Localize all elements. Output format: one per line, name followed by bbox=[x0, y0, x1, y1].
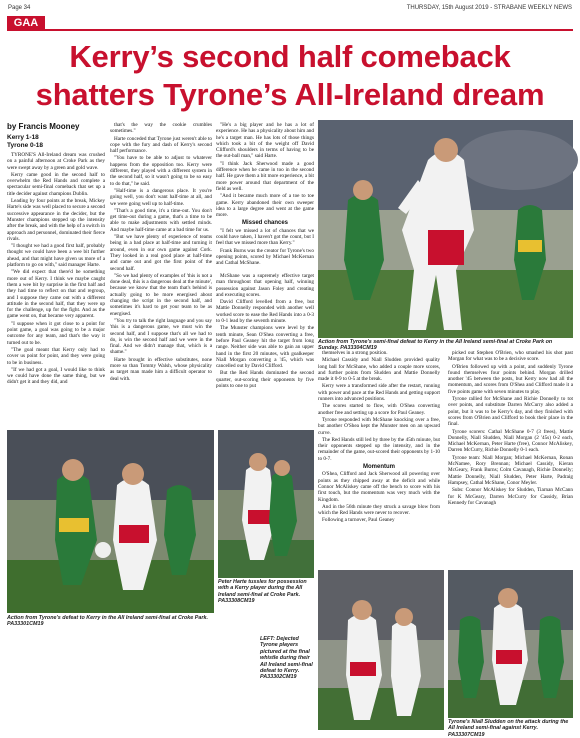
article-paragraph: "Half-time is a dangerous place. It you're going well, you don't want half-time at all, and we were going well up to half-time. bbox=[110, 187, 212, 207]
article-paragraph: "I suppose when it got close to a point for point game, a goal was going to be a major outcome for any team, and that's the way it turned out to be. bbox=[7, 320, 105, 346]
article-paragraph: TYRONE'S All-Ireland dream was crushed on a painful afternoon at Croke Park as they were swept away by a green and gold wave. bbox=[7, 152, 105, 171]
article-paragraph: And in the 56th minute they struck a savage blow from which the Red Hands were never to recover. bbox=[318, 503, 440, 517]
article-paragraph: "He's a big player and he has a lot of experience. He has a physicality about him and he's a target man. He has lots of those things which took a bit of the weight off David Clifford's shoulders in terms of having to be the out-ball man," said Harte. bbox=[216, 122, 314, 160]
article-column-2 bbox=[110, 122, 212, 422]
article-paragraph: "You try to talk the right language and you say 'this is a dangerous game, we must win the second half, and I suppose that's all we had to do, is win the second half and we were in the final. And we didn't manage that, which is a shame." bbox=[110, 317, 212, 356]
article-paragraph: "I thought we had a good first half, probably thought we could have been a wee bit further ahead, and that might have given us more of a platform to go on with," said manager Harte. bbox=[7, 243, 105, 269]
photo-bottom-left bbox=[7, 430, 214, 613]
column-body bbox=[318, 350, 440, 462]
article-paragraph: picked out Stephen O'Brien, who smashed his shot past Morgan for what was to be a decisive score. bbox=[448, 350, 573, 363]
article-paragraph: Frank Burns was the creator for Tyrone's two opening points, scored by Michael McKernan and Cathal McShane. bbox=[216, 247, 314, 267]
article-paragraph: The scores started to flow, with O'Shea converting another free and setting up a score for Paul Geaney. bbox=[318, 403, 440, 416]
article-paragraph: "We did expect that there'd be something more out of Kerry. I think we maybe caught them a wee bit by surprise in the first half and they had time to reflect on that and regroup, and I suppose they came out with a different attitude in the second half, that they were up for the challenge, up for the fight. And as the game went on, that became very apparent. bbox=[7, 269, 105, 320]
article-paragraph: "So we had plenty of examples of 'this is not a done deal, this is a dangerous deal at the minute', because we know that the team that's behind is actually going to be more energised about changing the script in the second half, and sometimes it's hard to get your team to be as energised. bbox=[110, 272, 212, 317]
section-badge: GAA bbox=[7, 16, 45, 31]
photo-top-right bbox=[318, 120, 573, 338]
headline-line-2: shatters Tyrone’s All-Ireland dream bbox=[35, 77, 545, 112]
article-paragraph: Tyrone scorers: Cathal McShane 0-7 (3 frees), Mattie Donnelly, Niall Sludden, Niall Morgan (2 '45s) 0-2 each, Michael McKernan, Peter Harte (free), Connor McAliskey, Darren McCurry, Richie Donnelly 0-1 each. bbox=[448, 428, 573, 454]
page-header bbox=[8, 4, 572, 14]
column-body-after bbox=[318, 471, 440, 523]
article-paragraph: O'Shea, Clifford and Jack Sherwood all powering over points as they chipped away at the deficit and while Connor McAliskey came off the bench to score with his first touch, but the momentum was very much with the Kingdom. bbox=[318, 471, 440, 503]
article-paragraph: Tyrone responded with McShane knocking over a free, but another O'Shea kept the Munster men on an upward curve. bbox=[318, 416, 440, 436]
article-paragraph: themselves in a strong position. bbox=[322, 350, 388, 356]
article-paragraph: Harte conceded that Tyrone just weren't able to cope with the fury and dash of Kerry's second half performance. bbox=[110, 135, 212, 155]
article-paragraph: The Red Hands still led by three by the 45th minute, but their opponents stepped up the intensity, and in the remainder of the game, out-scored their opponents by 1-10 to 0-7. bbox=[318, 436, 441, 462]
column-body bbox=[216, 122, 314, 218]
headline bbox=[6, 38, 574, 114]
photo-bottom-right bbox=[448, 570, 573, 718]
article-column-1 bbox=[7, 122, 105, 422]
caption-top-right: Action from Tyrone's semi-final defeat to Kerry in the All Ireland semi-final at Croke Park on Sunday. PA33304CM19 bbox=[318, 339, 553, 352]
article-paragraph: "I felt we missed a lot of chances that we could have taken, I haven't got the count, but I feel that we missed more than Kerry." bbox=[216, 227, 314, 247]
caption-bottom-left: Action from Tyrone's defeat to Kerry in the All Ireland semi-final at Croke Park. PA33301CM19 bbox=[7, 615, 208, 628]
column-body-after bbox=[216, 228, 314, 267]
article-column-6 bbox=[448, 350, 573, 566]
column-body bbox=[7, 152, 105, 386]
article-paragraph: "You have to be able to adjust to whatever happens from the opposition too. Kerry were different, they played with a different system in the second half, so it wasn't going to be so easy to do that," he said. bbox=[110, 155, 212, 187]
page-number: Page 34 bbox=[8, 5, 31, 11]
column-body bbox=[448, 350, 573, 506]
column-body bbox=[216, 273, 314, 389]
article-paragraph: Following a turnover, Paul Geaney bbox=[322, 517, 395, 524]
article-paragraph: Leading by four points at the break, Mickey Harte's side was well placed to secure a second successive appearance in the decider, but the Munster champions stepped up the intensity after the break, and with the help of a switch in approach and personnel, dominated their fierce rivals. bbox=[7, 198, 105, 242]
article-column-5 bbox=[318, 350, 440, 566]
article-paragraph: Kerry were a transformed side after the restart, running with power and pace at the Red Hands and getting support runners into advanced positions. bbox=[318, 383, 440, 403]
article-paragraph: "If we had got a goal, I would like to think we could have done the same thing, but we didn't get it and they did, and bbox=[7, 366, 105, 386]
caption-dejected-players: LEFT: Dejected Tyrone players pictured at the final whistle during their All Ireland semi-final defeat to Kerry. PA33302CM19 bbox=[260, 636, 313, 681]
issue-date: THURSDAY, 15th August 2019 - STRABANE WEEKLY NEWS bbox=[406, 5, 572, 11]
article-paragraph: "And it became much more of a toe to toe game. Kerry abandoned their own sweeper idea to a large degree and went at the game more. bbox=[216, 193, 314, 219]
article-paragraph: that's the way the cookie crumbles sometimes." bbox=[110, 122, 212, 135]
score-line-kerry: Kerry 1-18 bbox=[7, 134, 39, 141]
article-column-3 bbox=[216, 122, 314, 270]
article-paragraph: "I think Jack Sherwood made a good difference when he came in too in the second half. He gave them a bit more experience, a bit more power around that department of the field as well. bbox=[216, 160, 314, 192]
byline: by Francis Mooney bbox=[7, 122, 80, 131]
photo-dejected-players bbox=[318, 570, 444, 730]
headline-line-1: Kerry’s second half comeback bbox=[69, 39, 511, 74]
article-paragraph: The Munster champions were level by the tenth minute, Sean O'Shea converting a free, before Paul Geaney hit the target from long range. Neither side was able to gain an upper hand in the first 20 minutes, with goalkeeper Niall Morgan converting a '45, which was cancelled out by David Clifford. bbox=[216, 325, 314, 370]
article-paragraph: O'Brien followed up with a point, and suddenly Tyrone found themselves four points behind. Morgan drilled another '45 between the posts, but Kerry now had all the momentum, and scores from O'Shea and Clifford made it a five points game with seven minutes to play. bbox=[448, 363, 573, 395]
subhead-missed-chances: Missed chances bbox=[241, 220, 289, 227]
article-paragraph: "That's a good time, it's a time-out. You don't get time-out during a game, that's a time to be able to make adjustments with settled minds. And maybe half-time came at a bad time for us. bbox=[110, 207, 212, 233]
article-paragraph: "But we have plenty of experience of teams being in a bad place at half-time and turning it around, even in our own game against Cork. They looked in a real good place at half-time and came out and got the first point of the second half. bbox=[110, 234, 212, 272]
article-paragraph: Harte brought in effective substitutes, none more so than Tommy Walsh, whose physicality as target man made him a difficult operator to deal with. bbox=[110, 356, 212, 382]
article-paragraph: Subs: Connor McAliskey for Sludden, Tiarnan McCann for K McGeary, Darren McCurry for Cassidy, Brian Kennedy for Cavanagh bbox=[448, 487, 573, 506]
subhead-momentum: Momentum bbox=[363, 464, 395, 471]
caption-bottom-mid: Peter Harte tussles for possession with a Kerry player during the All Ireland semi-final at Croke Park. PA33308CM19 bbox=[218, 579, 307, 605]
section-rule bbox=[45, 29, 573, 31]
article-paragraph: David Clifford levelled from a free, but Mattie Donnelly responded with another well worked score to ease the Red Hands into a 0-3 to 0-1 lead by the seventh minute. bbox=[216, 299, 314, 325]
score-line-tyrone: Tyrone 0-18 bbox=[7, 142, 44, 149]
column-body bbox=[110, 122, 212, 382]
article-paragraph: Michael Cassidy and Niall Sludden provided quality long ball for McShane, who added a couple more scores, and further points from Sludden and Mattie Donnelly made it 0-9 to 0-5 at the break. bbox=[318, 357, 440, 383]
article-paragraph: Kerry came good in the second half to overwhelm the Red Hands and complete a spectacular semi-final comeback that set up a title decider against champions Dublin. bbox=[7, 171, 105, 197]
caption-bottom-right: Tyrone's Niall Sludden on the attack during the All Ireland semi-final against Kerry. PA33307CM19 bbox=[448, 719, 569, 738]
article-paragraph: But the Red Hands dominated the second quarter, out-scoring their opponents by five points to one to put bbox=[216, 370, 314, 390]
photo-bottom-mid bbox=[218, 430, 314, 578]
article-paragraph: Tyrone rallied for McShane and Richie Donnelly to tot over points, and substitute Darren McCurry also added a point, but it was to be Kerry's day, and they finished with scores from O'Brien and Clifford to book their place in the final. bbox=[448, 396, 573, 428]
article-paragraph: "The goal meant that Kerry only had to cover us point for point, and they were going to be in business. bbox=[7, 346, 105, 366]
article-paragraph: Tyrone team: Niall Morgan; Michael McKernan, Ronan McNamee, Rory Brennan; Michael Cassidy, Kieran McGeary, Frank Burns; Colm Cavanagh, Richie Donnelly; Mattie Donnelly, Niall Sludden, Peter Harte, Padraig Hampsey, Cathal McShane, Conor Meyler. bbox=[448, 454, 573, 486]
article-paragraph: McShane was a supremely effective target man throughout that opening half, winning possession against Jason Foley and creating and executing scores. bbox=[216, 273, 314, 298]
article-column-4 bbox=[216, 273, 314, 428]
